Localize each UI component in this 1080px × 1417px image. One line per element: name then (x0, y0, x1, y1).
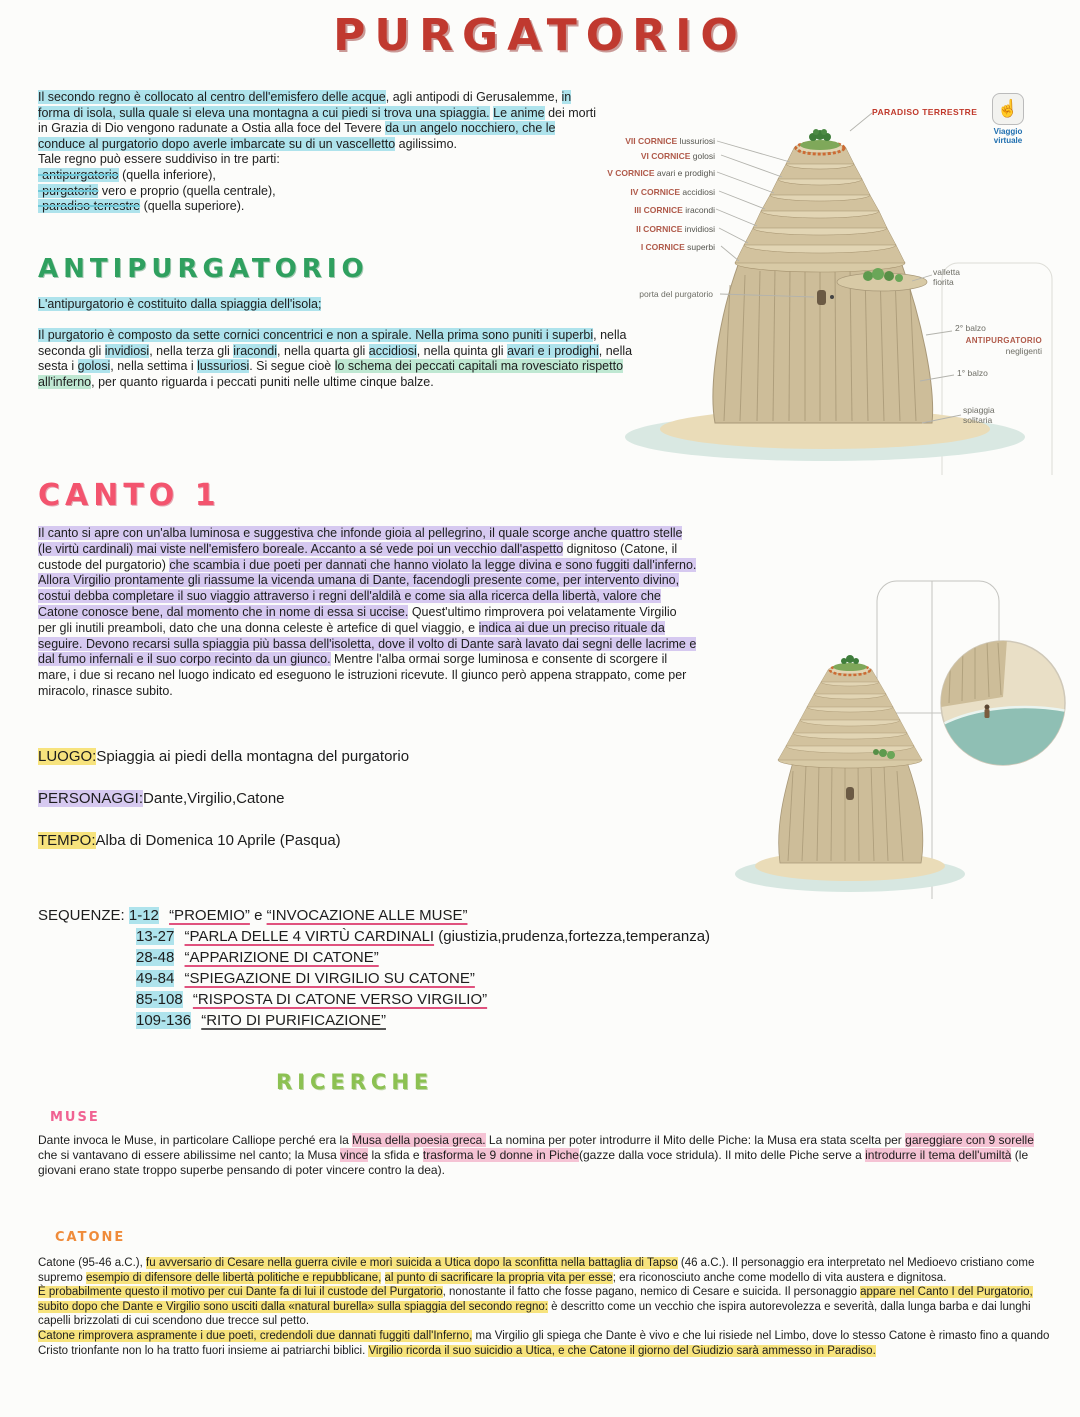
text-segment: Virgilio ricorda il suo suicidio a Utica, e che Catone il giorno del Giudizio sarà ammesso in Paradiso. (368, 1344, 876, 1357)
text-segment: “INVOCAZIONE ALLE MUSE” (266, 907, 468, 924)
text-segment: Le anime (493, 105, 545, 120)
label-cornice-7: VII CORNICE lussuriosi (625, 136, 715, 146)
luogo-label: LUOGO: (38, 748, 97, 765)
text-segment: “SPIEGAZIONE DI VIRGILIO SU CATONE” (184, 970, 475, 987)
purgatory-mountain-figure (607, 85, 1060, 475)
text-segment: Il secondo regno è collocato al centro dell'emisfero delle acque (38, 90, 386, 104)
canto1-heading: CANTO 1 (38, 478, 221, 513)
text-segment: al punto di sacrificare la propria vita per esse (384, 1271, 613, 1284)
catone-paragraph-3 (38, 1329, 1054, 1358)
text-segment: “APPARIZIONE DI CATONE” (184, 949, 379, 966)
sequenze-title (185, 970, 475, 987)
text-segment: , nella quarta gli (277, 343, 369, 358)
text-segment: (quella superiore). (140, 199, 245, 214)
text-segment: (quella inferiore), (118, 167, 216, 182)
sequenze-row (136, 1010, 710, 1031)
text-segment: gareggiare con 9 sorelle (905, 1133, 1034, 1147)
viaggio-label-line1: Viaggio (993, 127, 1023, 136)
intro-list-item (38, 184, 606, 200)
text-segment: ; era riconosciuto anche come modello di vita austera e dignitosa. (612, 1271, 947, 1284)
sequenze-title (201, 1012, 386, 1029)
text-segment: superbi (552, 328, 594, 342)
text-segment: (46 a.C.). Il personaggio era interpretato nel Medioevo cristiano come supremo (38, 1257, 1035, 1284)
text-segment: dei morti in Grazia di Dio vengono radunate a Ostia alla foce del Tevere (38, 105, 596, 136)
label-primo-balzo: 1° balzo (957, 368, 988, 378)
text-segment: trasforma le 9 donne in Piche (422, 1148, 579, 1163)
tempo-label: TEMPO: (38, 832, 96, 849)
label-cornice-2: II CORNICE invidiosi (636, 224, 715, 234)
text-segment: iracondi (233, 343, 278, 358)
catone-section (38, 1256, 1054, 1358)
catone-paragraph-1 (38, 1256, 1054, 1285)
text-segment: avari e i prodighi (507, 343, 599, 358)
viaggio-label-line2: virtuale (993, 136, 1023, 145)
catone-heading: CATONE (55, 1230, 126, 1245)
text-segment: vince (340, 1148, 369, 1163)
text-segment: che si vantavano di essere abilissime nel canto; la Musa (38, 1148, 341, 1163)
text-segment: -purgatorio (38, 183, 99, 198)
text-segment: (giustizia,prudenza,fortezza,temperanza) (434, 928, 711, 945)
sequenze-title (185, 949, 379, 966)
label-spiaggia-solitaria: spiaggia solitaria (963, 405, 995, 425)
text-segment: vero e proprio (quella centrale), (98, 183, 276, 198)
text-segment: Mentre l'alba ormai sorge luminosa e consente di scorgere il mare, i due si recano nel luogo indicato ed eseguono le istruzioni ricevute. Il giunco però appena strappato, come per miracolo, rinasce subito. (38, 652, 687, 698)
text-segment: “PROEMIO” (169, 907, 250, 924)
label-cornice-1: I CORNICE superbi (640, 242, 715, 252)
text-segment: Dante invoca le Muse, in particolare Calliope perché era la (38, 1133, 353, 1147)
text-segment: , agli antipodi di Gerusalemme, (385, 90, 562, 104)
text-segment: , nella quinta gli (416, 343, 508, 358)
beach-mountain-illustration (735, 575, 1075, 905)
text-segment: è descritto come un vecchio che ispira autorevolezza e severità, dalla lunga barba e dai lunghi capelli brizzolati di cui scendono due trecce sul petto. (38, 1300, 1031, 1328)
text-segment: indica ai due un preciso rituale da seguire. Devono recarsi sulla spiaggia più bassa dell'isoletta, dove il volto di Dante sarà lavato dai segni delle lacrime e dal fumo infernali e il suo corpo recinto da un giunco. (38, 620, 697, 667)
label-cornice-5: V CORNICE avari e prodighi (607, 168, 715, 178)
text-segment: appare nel Canto I del Purgatorio, (860, 1286, 1033, 1299)
intro-section (38, 90, 606, 215)
antipurgatorio-heading: ANTIPURGATORIO (38, 254, 369, 284)
text-segment: dignitoso (Catone, il custode del purgatorio) (38, 541, 678, 572)
personaggi-value: Dante,Virgilio,Catone (143, 790, 285, 807)
muse-heading: MUSE (50, 1110, 100, 1125)
text-segment: “RISPOSTA DI CATONE VERSO VIRGILIO” (192, 991, 488, 1008)
text-segment: agilissimo. (395, 136, 457, 151)
text-segment: , nella terza gli (149, 343, 234, 358)
text-segment: “RITO DI PURIFICAZIONE” (201, 1012, 386, 1029)
text-segment: subito dopo che Dante e Virgilio sono usciti dalla «natural burella» sulla spiaggia del secondo regno: (38, 1300, 548, 1313)
ricerche-heading: RICERCHE (276, 1070, 434, 1094)
sequenze-title (193, 991, 487, 1008)
sequenze-range: 109-136 (136, 1012, 192, 1029)
canto1-paragraph (38, 526, 698, 700)
text-segment: Musa della poesia greca. (352, 1133, 486, 1147)
text-segment: La nomina per poter introdurre il Mito delle Piche: la Musa era stata scelta per (485, 1133, 906, 1147)
sequenze-block (38, 905, 710, 1031)
sequenze-title (185, 928, 711, 945)
text-segment: -paradiso terrestre (38, 199, 141, 214)
label-secondo-balzo: 2° balzo (955, 323, 986, 333)
text-segment: lo schema dei peccati capitali ma rovesciato rispetto all'inferno (38, 359, 624, 389)
text-segment: la sfida e (368, 1148, 423, 1163)
document-title: PURGATORIO (333, 10, 747, 61)
text-segment: invidiosi (104, 343, 150, 358)
muse-paragraph (38, 1133, 1050, 1179)
text-segment: , nella settima i (110, 359, 198, 374)
luogo-line (38, 748, 409, 765)
text-segment: È probabilmente questo il motivo per cui Dante fa di lui il custode del Purgatorio (38, 1286, 443, 1299)
antipurgatorio-paragraph (38, 328, 636, 390)
text-segment: , per quanto riguarda i peccati puniti nelle ultime cinque balze. (91, 374, 434, 389)
label-cornice-6: VI CORNICE golosi (640, 151, 715, 161)
label-cornice-3: III CORNICE iracondi (634, 205, 715, 215)
text-segment: e (249, 907, 267, 924)
intro-paragraph (38, 90, 606, 152)
sequenze-range: 13-27 (136, 928, 175, 945)
sequenze-row (38, 905, 710, 926)
personaggi-line (38, 790, 285, 807)
sequenze-row (136, 926, 710, 947)
text-segment: ma Virgilio gli spiega che Dante è vivo e che lui risiede nel Limbo, dove lo stesso Catone è rimasto fino a quando Cristo trionfante non lo ha tratto fuori insieme ai patriarchi biblici. (38, 1329, 1050, 1357)
sequenze-range: 28-48 (136, 949, 175, 966)
tempo-value: Alba di Domenica 10 Aprile (Pasqua) (95, 832, 341, 849)
intro-list-item (38, 168, 606, 184)
text-segment: Quest'ultimo rimprovera poi velatamente Virgilio per gli inutili preamboli, dato che una donna celeste è artefice di quel viaggio, e (38, 604, 677, 635)
text-segment: -antipurgatorio (38, 167, 119, 182)
text-segment: (le giovani erano state troppo superbe pensando di poter vincere contro la dea). (38, 1148, 1029, 1178)
label-cornice-4: IV CORNICE accidiosi (630, 187, 715, 197)
label-valletta-fiorita: valletta fiorita (933, 267, 960, 287)
intro-tale-line: Tale regno può essere suddiviso in tre parti: (38, 152, 280, 167)
text-segment: (gazze dalla voce stridula). Il mito delle Piche serve a (578, 1148, 866, 1163)
text-segment: Il canto si apre con un'alba luminosa e suggestiva che infonde gioia al pellegrino, il quale scorge anche quattro stelle (le virtù cardinali) mai viste nell'emisfero boreale. Accanto a sé vede poi un vecchio dall'aspetto (38, 526, 683, 556)
text-segment: . Si segue cioè (249, 359, 335, 374)
label-antipurgatorio: ANTIPURGATORIO negligenti (965, 336, 1042, 356)
sequenze-row (136, 968, 710, 989)
viaggio-virtuale-button[interactable] (982, 93, 1034, 145)
text-segment: Il purgatorio è composto da sette cornici concentrici e non a spirale. Nella prima sono puniti i (38, 328, 553, 342)
text-segment: golosi (77, 359, 111, 374)
sequenze-range: 85-108 (136, 991, 183, 1008)
sequenze-range: 49-84 (136, 970, 175, 987)
sequenze-row (136, 989, 710, 1010)
personaggi-label: PERSONAGGI: (38, 790, 144, 807)
text-segment: in forma di isola, sulla quale si eleva una montagna a cui piedi si trova una spiaggia. (38, 90, 572, 120)
tempo-line (38, 832, 341, 849)
text-segment: “PARLA DELLE 4 VIRTÙ CARDINALI (184, 928, 435, 945)
text-segment: Catone (95-46 a.C.), (38, 1257, 147, 1269)
text-segment: , nella sesta i (38, 343, 633, 374)
text-segment: che scambia i due poeti per dannati che hanno violato la legge divina e sono fuggiti dall'inferno. Allora Virgilio prontamente gli riassume la vicenda umana di Dante, facendogli presente come, per intervento divino, costui debba completare il suo viaggio attraverso i regni dell'aldilà e come sia alla ricerca della libertà, valore che Catone conosce bene, dal momento che in nome di essa si uccise. (38, 557, 697, 619)
text-segment: lussuriosi (197, 359, 250, 374)
text-segment: accidiosi (368, 343, 417, 358)
text-segment: introdurre il tema dell'umiltà (865, 1148, 1012, 1163)
sequenze-label: SEQUENZE: (38, 907, 125, 924)
antipurgatorio-intro-line (38, 297, 638, 313)
text-segment: , nella seconda gli (38, 328, 627, 358)
text-segment: da un angelo nocchiero, che le conduce al purgatorio dopo averle imbarcate su di un vascelletto (38, 121, 556, 151)
label-porta-purgatorio: porta del purgatorio (639, 289, 713, 299)
sequenze-row (136, 947, 710, 968)
touch-icon: ☝ (992, 93, 1024, 125)
text-segment: Catone rimprovera aspramente i due poeti, credendoli due dannati fuggiti dall'Inferno, (38, 1329, 473, 1342)
intro-list-item (38, 199, 606, 215)
canto1-beach-figure (735, 575, 1075, 905)
catone-paragraph-2 (38, 1285, 1054, 1329)
label-paradiso-terrestre: PARADISO TERRESTRE (872, 107, 978, 117)
luogo-value: Spiaggia ai piedi della montagna del purgatorio (96, 748, 410, 765)
sequenze-range: 1-12 (128, 907, 159, 924)
text-segment: L'antipurgatorio è costituito dalla spiaggia dell'isola; (38, 297, 322, 311)
text-segment: esempio di difensore delle libertà politiche e repubblicane, (85, 1271, 382, 1284)
text-segment: fu avversario di Cesare nella guerra civile e morì suicida a Utica dopo la sconfitta nella battaglia di Tapso (146, 1257, 678, 1269)
sequenze-title (169, 907, 467, 924)
text-segment: , nonostante il fatto che fosse pagano, nemico di Cesare e suicida. Il personaggio (442, 1286, 861, 1299)
